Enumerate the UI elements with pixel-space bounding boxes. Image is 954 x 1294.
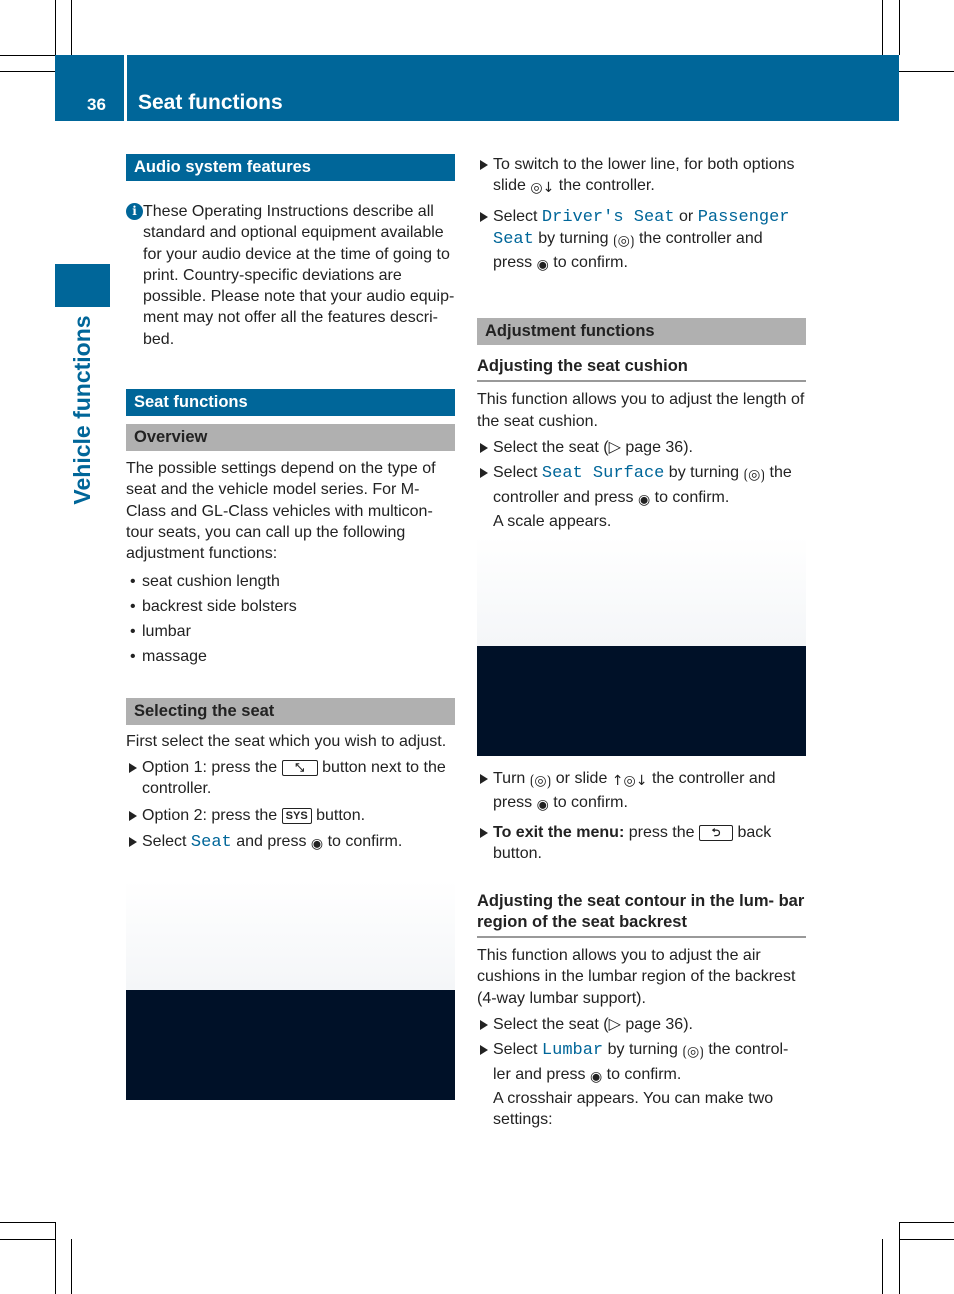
crop-mark bbox=[0, 1222, 55, 1223]
step-text: Select bbox=[142, 832, 187, 850]
step-text: back button. bbox=[493, 823, 772, 862]
step-result: A crosshair appears. You can make two settings: bbox=[493, 1089, 774, 1129]
page-number: 36 bbox=[87, 95, 106, 114]
menu-item-lumbar: Lumbar bbox=[541, 1041, 604, 1061]
crop-mark bbox=[0, 1239, 55, 1240]
section-tab bbox=[55, 264, 110, 307]
step-select-lumbar bbox=[477, 1039, 806, 1130]
page-title: Seat functions bbox=[138, 91, 283, 114]
crop-mark bbox=[71, 0, 72, 55]
menu-item-seat-surface: Seat Surface bbox=[541, 464, 665, 484]
crop-mark bbox=[0, 71, 55, 72]
step-text: or bbox=[679, 207, 694, 225]
step-text: the controller and press bbox=[493, 229, 763, 272]
list-item: • seat cushion length bbox=[126, 571, 455, 592]
step-option-2 bbox=[126, 805, 455, 826]
crop-mark bbox=[0, 55, 55, 56]
crop-mark bbox=[899, 1222, 900, 1294]
step-text: to confirm. bbox=[327, 832, 403, 850]
turn-controller-icon: ⟮◎⟯ bbox=[743, 467, 766, 484]
step-select-seat-surface bbox=[477, 462, 806, 532]
step-text: To switch to the lower line, for both options slide bbox=[493, 156, 795, 195]
step-text: the controller and press bbox=[493, 770, 776, 812]
seat-button-icon: ⤡ bbox=[282, 760, 318, 776]
step-text: or slide bbox=[555, 770, 608, 787]
cushion-intro: This function allows you to adjust the length of the seat cushion. bbox=[477, 391, 805, 430]
lumbar-intro: This function allows you to adjust the air cushions in the lumbar region of the backrest (4-way lumbar support). bbox=[477, 947, 796, 1007]
turn-controller-icon: ⟮◎⟯ bbox=[682, 1044, 704, 1061]
info-icon: i bbox=[126, 203, 143, 220]
step-text: by turning bbox=[668, 464, 740, 482]
crop-mark bbox=[899, 71, 954, 72]
seat-heading: Seat functions bbox=[126, 389, 455, 416]
step-text: to confirm. bbox=[553, 254, 628, 272]
screenshot-placeholder-fade bbox=[126, 880, 455, 990]
press-controller-icon: ◉ bbox=[536, 257, 549, 274]
list-item: • massage bbox=[126, 646, 455, 667]
header-separator bbox=[124, 55, 127, 121]
display-screenshot-seat-select bbox=[126, 990, 455, 1100]
crop-mark bbox=[71, 1239, 72, 1294]
step-text: Select bbox=[493, 1041, 538, 1059]
overview-heading: Overview bbox=[126, 424, 455, 451]
step-text: Select bbox=[493, 464, 538, 482]
press-controller-icon: ◉ bbox=[637, 491, 651, 508]
step-option-1 bbox=[126, 757, 455, 800]
info-text: These Operating Instructions describe all standard and optional equipment available for your audio device at the time of going to print. Country-specific deviations are possible. Please note that your audio equip- ment may not offer all the features descri- bed. bbox=[143, 203, 455, 348]
list-item: • backrest side bolsters bbox=[126, 596, 455, 617]
turn-controller-icon: ⟮◎⟯ bbox=[529, 773, 552, 789]
step-select-seat: Select the seat (▷ page 36). bbox=[477, 437, 806, 458]
selecting-intro: First select the seat which you wish to adjust. bbox=[126, 732, 447, 750]
step-label: To exit the menu: bbox=[493, 823, 625, 841]
screenshot-placeholder-fade bbox=[477, 536, 806, 646]
crop-mark bbox=[882, 0, 883, 55]
right-column bbox=[477, 154, 806, 532]
press-controller-icon: ◉ bbox=[589, 1068, 603, 1085]
step-text: button. bbox=[316, 806, 366, 824]
overview-text: The possible settings depend on the type of seat and the vehicle model series. For M- Class and GL-Class vehicles with multicon- tour seats, you can call up the following adjustment functions: bbox=[126, 460, 436, 563]
menu-item-passenger-seat: Passenger Seat bbox=[493, 207, 790, 249]
crop-mark bbox=[899, 0, 900, 55]
menu-item-drivers-seat: Driver's Seat bbox=[541, 207, 675, 227]
step-select-seat: Select the seat (▷ page 36). bbox=[477, 1014, 806, 1035]
step-text: Select bbox=[493, 207, 538, 225]
step-text: press the bbox=[628, 823, 695, 841]
menu-item-seat: Seat bbox=[190, 832, 232, 852]
crop-mark bbox=[882, 1239, 883, 1294]
turn-controller-icon: ⟮◎⟯ bbox=[612, 232, 635, 249]
audio-heading: Audio system features bbox=[126, 154, 455, 181]
step-text: the controller. bbox=[558, 177, 655, 195]
step-exit-menu bbox=[477, 822, 806, 865]
display-screenshot-seat-surface bbox=[477, 646, 806, 756]
sys-key-icon: SYS bbox=[282, 808, 312, 824]
step-text: Option 2: press the bbox=[142, 806, 278, 824]
left-column bbox=[126, 154, 455, 855]
adjustment-heading: Adjustment functions bbox=[477, 318, 806, 345]
selecting-heading: Selecting the seat bbox=[126, 698, 455, 725]
step-text: the controller and press bbox=[493, 464, 792, 506]
step-text: button next to the controller. bbox=[142, 759, 446, 798]
info-note bbox=[126, 201, 455, 350]
back-button-icon: ⮌ bbox=[699, 825, 733, 841]
step-select-seat bbox=[126, 831, 455, 855]
step-text: Option 1: press the bbox=[142, 759, 278, 777]
step-text: and press bbox=[236, 832, 307, 850]
page-header bbox=[55, 55, 899, 121]
step-result: A scale appears. bbox=[493, 512, 612, 530]
section-tab-label: Vehicle functions bbox=[69, 315, 95, 505]
crop-mark bbox=[899, 1222, 954, 1223]
step-switch-line bbox=[477, 154, 806, 200]
step-text: to confirm. bbox=[654, 488, 730, 506]
cushion-heading: Adjusting the seat cushion bbox=[477, 356, 806, 382]
press-controller-icon: ◉ bbox=[536, 797, 549, 814]
lumbar-heading: Adjusting the seat contour in the lum- bar region of the seat backrest bbox=[477, 891, 806, 938]
crop-mark bbox=[899, 1239, 954, 1240]
step-text: by turning bbox=[538, 229, 609, 247]
step-text: Turn bbox=[493, 770, 526, 787]
step-text: to confirm. bbox=[606, 1065, 682, 1083]
step-select-driver-passenger bbox=[477, 206, 806, 277]
crop-mark bbox=[55, 0, 56, 55]
feature-list bbox=[126, 571, 455, 668]
step-text: by turning bbox=[607, 1041, 678, 1059]
step-text: the control- ler and press bbox=[493, 1041, 789, 1083]
crop-mark bbox=[55, 1222, 56, 1294]
slide-down-controller-icon: ◎↓ bbox=[530, 180, 555, 197]
step-text: to confirm. bbox=[553, 794, 628, 812]
step-turn-slide bbox=[477, 768, 806, 817]
list-item: • lumbar bbox=[126, 621, 455, 642]
slide-up-down-controller-icon: ↑◎↓ bbox=[611, 773, 648, 789]
right-column-lower bbox=[477, 768, 806, 1131]
press-controller-icon: ◉ bbox=[310, 835, 324, 852]
